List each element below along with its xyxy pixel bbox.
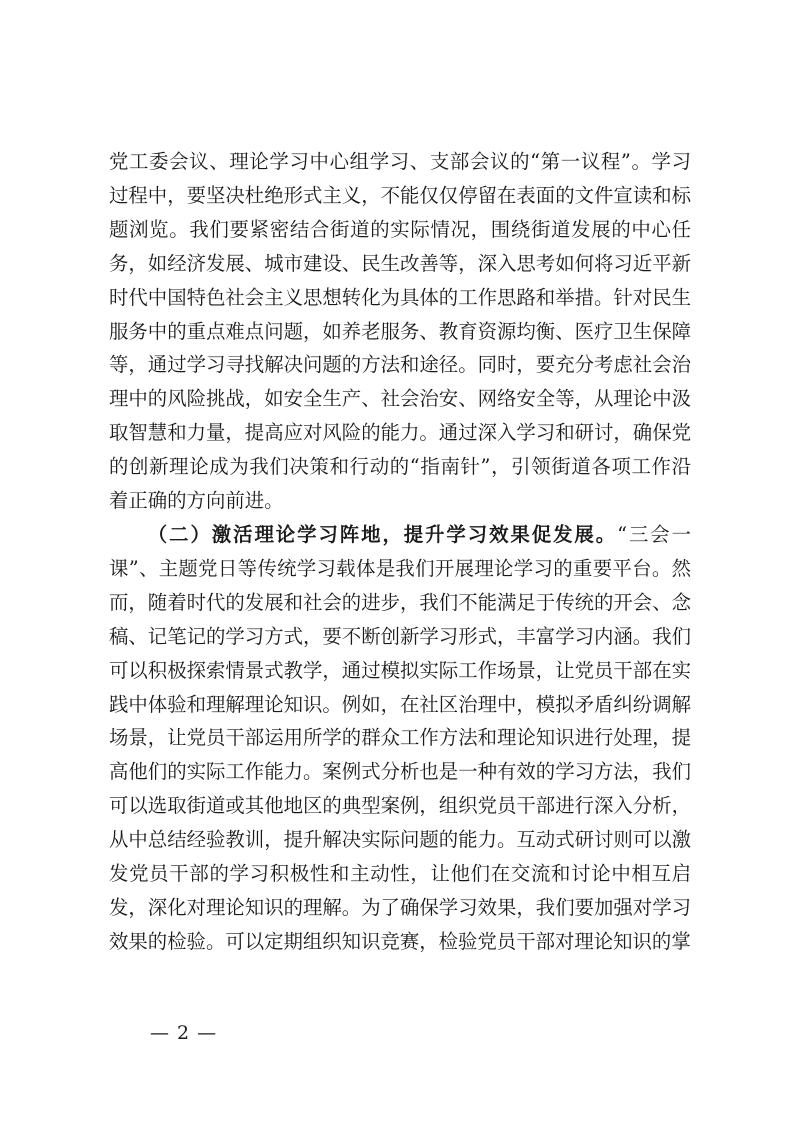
paragraph-section-2 xyxy=(109,518,691,959)
page-number: — 2 — xyxy=(150,1022,218,1044)
section-body: “三会一课”、主题党日等传统学习载体是我们开展理论学习的重要平台。然而，随着时代的发展和社会的进步，我们不能满足于传统的开会、念稿、记笔记的学习方式，要不断创新学习形式，丰富学习内涵。我们可以积极探索情景式教学，通过模拟实际工作场景，让党员干部在实践中体验和理解理论知识。例如，在社区治理中，模拟矛盾纠纷调解场景，让党员干部运用所学的群众工作方法和理论知识进行处理，提高他们的实际工作能力。案例式分析也是一种有效的学习方法，我们可以选取街道或其他地区的典型案例，组织党员干部进行深入分析，从中总结经验教训，提升解决实际问题的能力。互动式研讨则可以激发党员干部的学习积极性和主动性，让他们在交流和讨论中相互启发，深化对理论知识的理解。为了确保学习效果，我们要加强对学习效果的检验。可以定期组织知识竞赛，检验党员干部对理论知识的掌 xyxy=(109,522,692,953)
paragraph-continuation: 党工委会议、理论学习中心组学习、支部会议的“第一议程”。学习过程中，要坚决杜绝形式主义，不能仅仅停留在表面的文件宣读和标题浏览。我们要紧密结合街道的实际情况，围绕街道发展的中心任务，如经济发展、城市建设、民生改善等，深入思考如何将习近平新时代中国特色社会主义思想转化为具体的工作思路和举措。针对民生服务中的重点难点问题，如养老服务、教育资源均衡、医疗卫生保障等，通过学习寻找解决问题的方法和途径。同时，要充分考虑社会治理中的风险挑战，如安全生产、社会治安、网络安全等，从理论中汲取智慧和力量，提高应对风险的能力。通过深入学习和研讨，确保党的创新理论成为我们决策和行动的“指南针”，引领街道各项工作沿着正确的方向前进。 xyxy=(109,150,691,513)
document-body xyxy=(109,145,691,959)
section-heading: （二）激活理论学习阵地，提升学习效果促发展。 xyxy=(147,522,618,546)
